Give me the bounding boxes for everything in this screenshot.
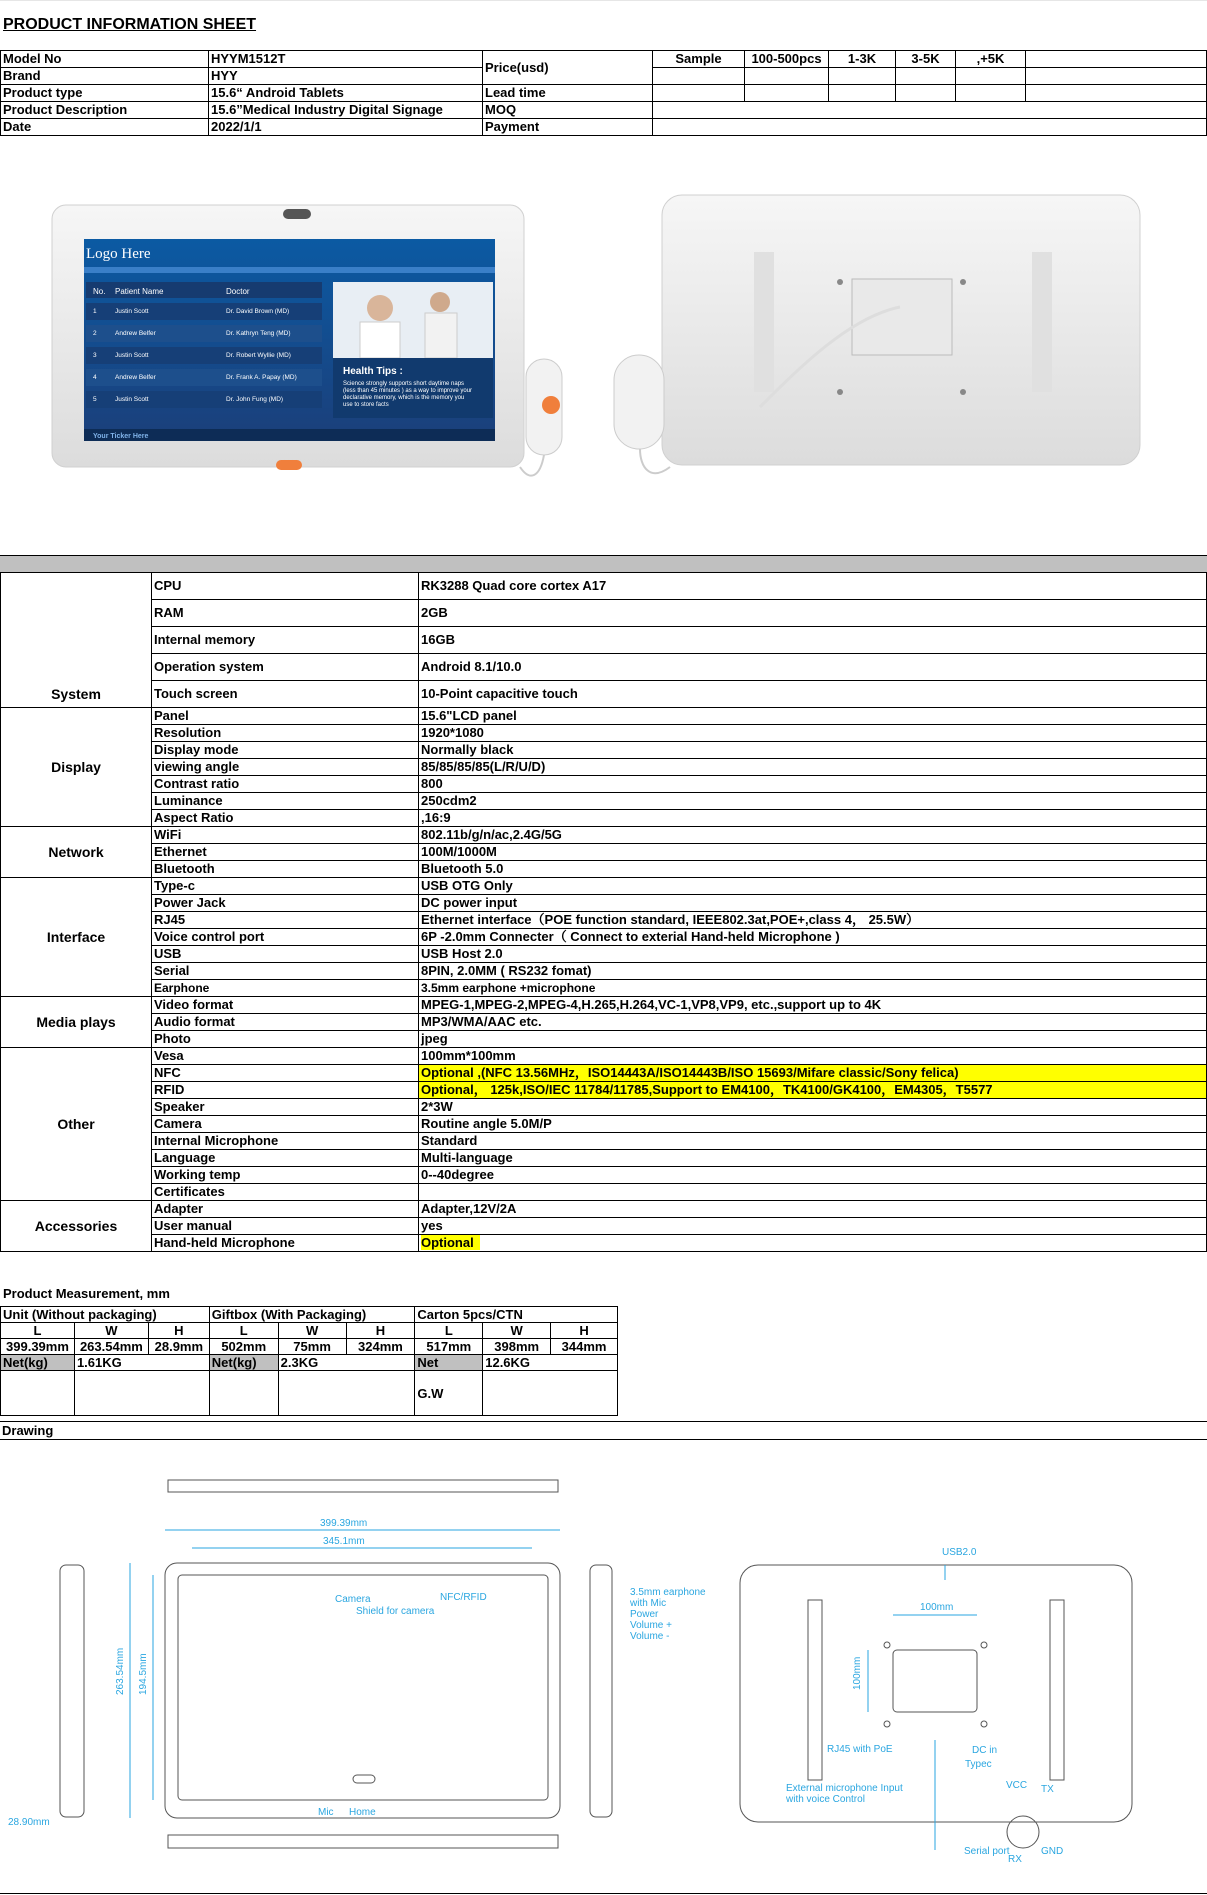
spec-row [1, 1150, 1207, 1167]
spec-label: Touch screen [152, 681, 419, 708]
spec-label: User manual [152, 1218, 419, 1235]
spec-value: Normally black [419, 742, 1207, 759]
payment-label: Payment [483, 119, 653, 136]
meas-empty [278, 1371, 415, 1416]
price-col-100-500: 100-500pcs [745, 51, 829, 68]
price-cell [653, 85, 745, 102]
demo-cell: Dr. Robert Wyllie (MD) [226, 352, 291, 359]
spec-value: 3.5mm earphone +microphone [419, 980, 1207, 997]
giftbox-l: 502mm [209, 1339, 278, 1355]
spec-row [1, 878, 1207, 895]
meas-empty [209, 1371, 278, 1416]
spec-row [1, 725, 1207, 742]
lead-time-label: Lead time [483, 85, 653, 102]
brand-value: HYY [209, 68, 483, 85]
dim-header: H [148, 1323, 209, 1339]
svg-text:GND: GND [1041, 1846, 1064, 1857]
date-value: 2022/1/1 [209, 119, 483, 136]
spec-value: jpeg [419, 1031, 1207, 1048]
spec-label: Video format [152, 997, 419, 1014]
spec-value: Android 8.1/10.0 [419, 654, 1207, 681]
svg-text:Power: Power [630, 1609, 659, 1620]
dim-depth: 28.90mm [8, 1817, 50, 1828]
spec-value: 800 [419, 776, 1207, 793]
drawing-label: Drawing [0, 1421, 1207, 1440]
spec-group-label: Interface [1, 878, 152, 997]
unit-l: 399.39mm [1, 1339, 75, 1355]
spec-label: Aspect Ratio [152, 810, 419, 827]
svg-text:TX: TX [1041, 1784, 1054, 1795]
dcin-label: DC in [972, 1745, 998, 1756]
spec-value: USB OTG Only [419, 878, 1207, 895]
spec-value: 10-Point capacitive touch [419, 681, 1207, 708]
carton-net-value: 12.6KG [483, 1355, 618, 1371]
price-empty [1026, 51, 1207, 68]
spec-value: Routine angle 5.0M/P [419, 1116, 1207, 1133]
dim-header: H [551, 1323, 618, 1339]
spec-row [1, 912, 1207, 929]
demo-cell: Justin Scott [115, 352, 149, 359]
mic-label: Mic [318, 1807, 334, 1818]
spec-label: Certificates [152, 1184, 419, 1201]
doctor-photo [333, 282, 493, 358]
brand-label: Brand [1, 68, 209, 85]
spec-value: Adapter,12V/2A [419, 1201, 1207, 1218]
svg-text:Your Ticker Here: Your Ticker Here [93, 433, 149, 440]
spec-value: Bluetooth 5.0 [419, 861, 1207, 878]
spec-label: Working temp [152, 1167, 419, 1184]
spec-row [1, 963, 1207, 980]
spec-row [1, 1082, 1207, 1099]
spec-label: RAM [152, 600, 419, 627]
price-label: Price(usd) [483, 51, 653, 85]
sheet-grid [0, 0, 1207, 1]
spec-label: Type-c [152, 878, 419, 895]
svg-text:Health Tips :: Health Tips : [343, 366, 403, 377]
spec-label: Ethernet [152, 844, 419, 861]
spec-group-label: System [1, 573, 152, 708]
spec-value: ,16:9 [419, 810, 1207, 827]
spec-value: 15.6"LCD panel [419, 708, 1207, 725]
spec-label: Power Jack [152, 895, 419, 912]
spec-value: Standard [419, 1133, 1207, 1150]
camera-label: Camera [335, 1594, 371, 1605]
demo-cell: Dr. Kathryn Teng (MD) [226, 330, 291, 337]
spec-value: 2*3W [419, 1099, 1207, 1116]
demo-cell: 1 [93, 308, 97, 315]
spec-value: 1920*1080 [419, 725, 1207, 742]
demo-cell: Dr. Frank A. Papay (MD) [226, 374, 297, 381]
unit-h: 28.9mm [148, 1339, 209, 1355]
header-table [0, 50, 1207, 136]
spec-value: 16GB [419, 627, 1207, 654]
usb-label: USB2.0 [942, 1547, 977, 1558]
demo-cell: 2 [93, 330, 97, 337]
price-col-1-3k: 1-3K [829, 51, 896, 68]
spec-row [1, 844, 1207, 861]
spec-row [1, 1218, 1207, 1235]
spec-row [1, 827, 1207, 844]
spec-row [1, 810, 1207, 827]
measurement-title: Product Measurement, mm [3, 1286, 170, 1301]
spec-label: CPU [152, 573, 419, 600]
dim-total-width: 399.39mm [320, 1518, 368, 1529]
spec-value: USB Host 2.0 [419, 946, 1207, 963]
spec-row [1, 793, 1207, 810]
demo-cell: 5 [93, 396, 97, 403]
giftbox-h: 324mm [346, 1339, 415, 1355]
demo-cell: Dr. David Brown (MD) [226, 308, 290, 315]
carton-net-label: Net [415, 1355, 483, 1371]
spec-row [1, 573, 1207, 600]
spec-row [1, 654, 1207, 681]
spec-value: MP3/WMA/AAC etc. [419, 1014, 1207, 1031]
spec-label: Operation system [152, 654, 419, 681]
dim-header: L [415, 1323, 483, 1339]
unit-label: Unit (Without packaging) [1, 1307, 210, 1323]
spec-group-label: Other [1, 1048, 152, 1201]
spec-value: 802.11b/g/n/ac,2.4G/5G [419, 827, 1207, 844]
demo-cell: 3 [93, 352, 97, 359]
measurement-table [0, 1306, 618, 1416]
carton-l: 517mm [415, 1339, 483, 1355]
price-col-5k: ,+5K [956, 51, 1026, 68]
unit-w: 263.54mm [74, 1339, 148, 1355]
dim-header: H [346, 1323, 415, 1339]
spec-label: Speaker [152, 1099, 419, 1116]
spec-label: Hand-held Microphone [152, 1235, 419, 1252]
rj45-label: RJ45 with PoE [827, 1744, 893, 1755]
price-cell [829, 85, 896, 102]
unit-net-label: Net(kg) [1, 1355, 75, 1371]
spec-row [1, 1201, 1207, 1218]
demo-cell: 4 [93, 374, 97, 381]
price-cell [956, 68, 1026, 85]
technical-drawing [0, 1440, 1207, 1890]
spec-label: Contrast ratio [152, 776, 419, 793]
svg-text:declarative memory, which is t: declarative memory, which is the memory you [343, 395, 465, 401]
spec-label: RJ45 [152, 912, 419, 929]
date-label: Date [1, 119, 209, 136]
model-no-value: HYYM1512T [209, 51, 483, 68]
screen-logo: Logo Here [86, 246, 151, 262]
description-label: Product Description [1, 102, 209, 119]
spec-label: WiFi [152, 827, 419, 844]
meas-empty [1, 1371, 75, 1416]
carton-w: 398mm [483, 1339, 551, 1355]
svg-text:Volume -: Volume - [630, 1631, 670, 1642]
spec-row [1, 600, 1207, 627]
spec-value: DC power input [419, 895, 1207, 912]
spec-row [1, 895, 1207, 912]
spec-row [1, 1099, 1207, 1116]
spec-label: Adapter [152, 1201, 419, 1218]
spec-row [1, 929, 1207, 946]
svg-text:use to store facts: use to store facts [343, 402, 389, 408]
spec-label: Audio format [152, 1014, 419, 1031]
vesa-label: 100mm [920, 1602, 954, 1613]
spec-label: Internal memory [152, 627, 419, 654]
dim-header: L [209, 1323, 278, 1339]
spec-value: Multi-language [419, 1150, 1207, 1167]
spec-row [1, 1235, 1207, 1252]
spec-value [419, 1184, 1207, 1201]
product-type-label: Product type [1, 85, 209, 102]
giftbox-w: 75mm [278, 1339, 346, 1355]
spec-row [1, 861, 1207, 878]
spec-label: Panel [152, 708, 419, 725]
moq-label: MOQ [483, 102, 653, 119]
giftbox-net-value: 2.3KG [278, 1355, 415, 1371]
svg-text:VCC: VCC [1006, 1780, 1028, 1791]
moq-value [653, 102, 1207, 119]
price-col-sample: Sample [653, 51, 745, 68]
spec-value: 100mm*100mm [419, 1048, 1207, 1065]
spec-row [1, 1014, 1207, 1031]
price-cell [745, 68, 829, 85]
svg-text:RX: RX [1008, 1854, 1022, 1865]
spec-label: Photo [152, 1031, 419, 1048]
dim-header: L [1, 1323, 75, 1339]
spec-label: USB [152, 946, 419, 963]
spec-label: viewing angle [152, 759, 419, 776]
spec-value: 6P -2.0mm Connecter（ Connect to exterial Hand-held Microphone ) [419, 929, 1207, 946]
svg-text:No.: No. [93, 287, 106, 296]
meas-empty [74, 1371, 209, 1416]
spec-row [1, 1116, 1207, 1133]
gw-value [483, 1371, 618, 1416]
demo-cell: Andrew Belfer [115, 374, 156, 381]
spec-row [1, 1065, 1207, 1082]
spec-group-label: Display [1, 708, 152, 827]
section-separator [0, 555, 1207, 573]
dim-header: W [74, 1323, 148, 1339]
demo-cell: Justin Scott [115, 308, 149, 315]
spec-value: MPEG-1,MPEG-2,MPEG-4,H.265,H.264,VC-1,VP8,VP9, etc.,support up to 4K [419, 997, 1207, 1014]
model-no-label: Model No [1, 51, 209, 68]
svg-text:with voice Control: with voice Control [786, 1794, 865, 1805]
spec-label: Earphone [152, 980, 419, 997]
spec-value: Optional， 125k,ISO/IEC 11784/11785,Support to EM4100，TK4100/GK4100，EM4305，T5577 [419, 1082, 1207, 1099]
product-photo [0, 137, 1207, 552]
spec-group-label: Media plays [1, 997, 152, 1048]
spec-value: yes [419, 1218, 1207, 1235]
spec-row [1, 980, 1207, 997]
svg-text:Science strongly supports shor: Science strongly supports short daytime naps [343, 381, 465, 387]
dim-header: W [278, 1323, 346, 1339]
dim-header: W [483, 1323, 551, 1339]
spec-row [1, 742, 1207, 759]
bottom-view [168, 1835, 558, 1848]
spec-label: RFID [152, 1082, 419, 1099]
spec-label: Display mode [152, 742, 419, 759]
svg-text:External microphone Input: External microphone Input [786, 1783, 903, 1794]
serial-label: Serial port [964, 1846, 1010, 1857]
spec-row [1, 627, 1207, 654]
spec-value: 0--40degree [419, 1167, 1207, 1184]
description-value: 15.6”Medical Industry Digital Signage [209, 102, 483, 119]
spec-row [1, 1031, 1207, 1048]
giftbox-label: Giftbox (With Packaging) [209, 1307, 415, 1323]
spec-label: Resolution [152, 725, 419, 742]
price-cell [956, 85, 1026, 102]
svg-text:3.5mm earphone: 3.5mm earphone [630, 1587, 706, 1598]
price-cell [653, 68, 745, 85]
price-cell [896, 85, 956, 102]
spec-value: 85/85/85/85(L/R/U/D) [419, 759, 1207, 776]
spec-value: RK3288 Quad core cortex A17 [419, 573, 1207, 600]
vesa-v-label: 100mm [852, 1656, 863, 1690]
home-button-icon [276, 460, 302, 470]
dim-screen-width: 345.1mm [323, 1536, 365, 1547]
spec-row [1, 708, 1207, 725]
demo-cell: Andrew Belfer [115, 330, 156, 337]
svg-text:Doctor: Doctor [226, 287, 250, 296]
giftbox-net-label: Net(kg) [209, 1355, 278, 1371]
spec-row [1, 1048, 1207, 1065]
spec-value: Optional [419, 1235, 1207, 1252]
svg-text:Patient Name: Patient Name [115, 287, 164, 296]
spec-row [1, 759, 1207, 776]
product-type-value: 15.6“ Android Tablets [209, 85, 483, 102]
payment-value [653, 119, 1207, 136]
bottom-border [0, 1893, 1207, 1894]
right-side-view [590, 1565, 612, 1817]
price-cell [745, 85, 829, 102]
dim-total-height: 263.54mm [115, 1647, 126, 1695]
spec-row [1, 776, 1207, 793]
spec-label: Bluetooth [152, 861, 419, 878]
spec-label: Camera [152, 1116, 419, 1133]
svg-text:(less than 45 minutes ) as a w: (less than 45 minutes ) as a way to improve your [343, 388, 473, 394]
demo-cell: Justin Scott [115, 396, 149, 403]
spec-value: Ethernet interface（POE function standard, IEEE802.3at,POE+,class 4， 25.5W） [419, 912, 1207, 929]
price-col-3-5k: 3-5K [896, 51, 956, 68]
price-cell [829, 68, 896, 85]
svg-text:with Mic: with Mic [630, 1598, 667, 1609]
typec-label: Typec [965, 1759, 992, 1770]
spec-label: Voice control port [152, 929, 419, 946]
spec-row [1, 1184, 1207, 1201]
price-cell [896, 68, 956, 85]
spec-row [1, 1133, 1207, 1150]
spec-label: Vesa [152, 1048, 419, 1065]
spec-value: 2GB [419, 600, 1207, 627]
spec-value: 8PIN, 2.0MM ( RS232 fomat) [419, 963, 1207, 980]
page-title: PRODUCT INFORMATION SHEET [3, 16, 257, 33]
spec-label: Serial [152, 963, 419, 980]
spec-row [1, 681, 1207, 708]
spec-row [1, 946, 1207, 963]
gw-label: G.W [415, 1371, 483, 1416]
camera-shield-icon [283, 209, 311, 219]
spec-group-label: Accessories [1, 1201, 152, 1252]
spec-label: Luminance [152, 793, 419, 810]
dim-screen-height: 194.5mm [138, 1653, 149, 1695]
spec-row [1, 997, 1207, 1014]
spec-value: 250cdm2 [419, 793, 1207, 810]
svg-text:Volume +: Volume + [630, 1620, 672, 1631]
spec-label: Language [152, 1150, 419, 1167]
top-view [168, 1480, 558, 1492]
spec-table [0, 572, 1207, 1252]
unit-net-value: 1.61KG [74, 1355, 209, 1371]
demo-cell: Dr. John Fung (MD) [226, 396, 284, 403]
price-cell [1026, 68, 1207, 85]
price-cell [1026, 85, 1207, 102]
shield-label: Shield for camera [356, 1606, 435, 1617]
home-label: Home [349, 1807, 376, 1818]
spec-value: 100M/1000M [419, 844, 1207, 861]
carton-h: 344mm [551, 1339, 618, 1355]
nfc-label: NFC/RFID [440, 1592, 487, 1603]
spec-row [1, 1167, 1207, 1184]
carton-label: Carton 5pcs/CTN [415, 1307, 618, 1323]
spec-label: Internal Microphone [152, 1133, 419, 1150]
spec-value: Optional ,(NFC 13.56MHz，ISO14443A/ISO14443B/ISO 15693/Mifare classic/Sony felica) [419, 1065, 1207, 1082]
left-side-view [60, 1565, 84, 1817]
spec-label: NFC [152, 1065, 419, 1082]
spec-group-label: Network [1, 827, 152, 878]
